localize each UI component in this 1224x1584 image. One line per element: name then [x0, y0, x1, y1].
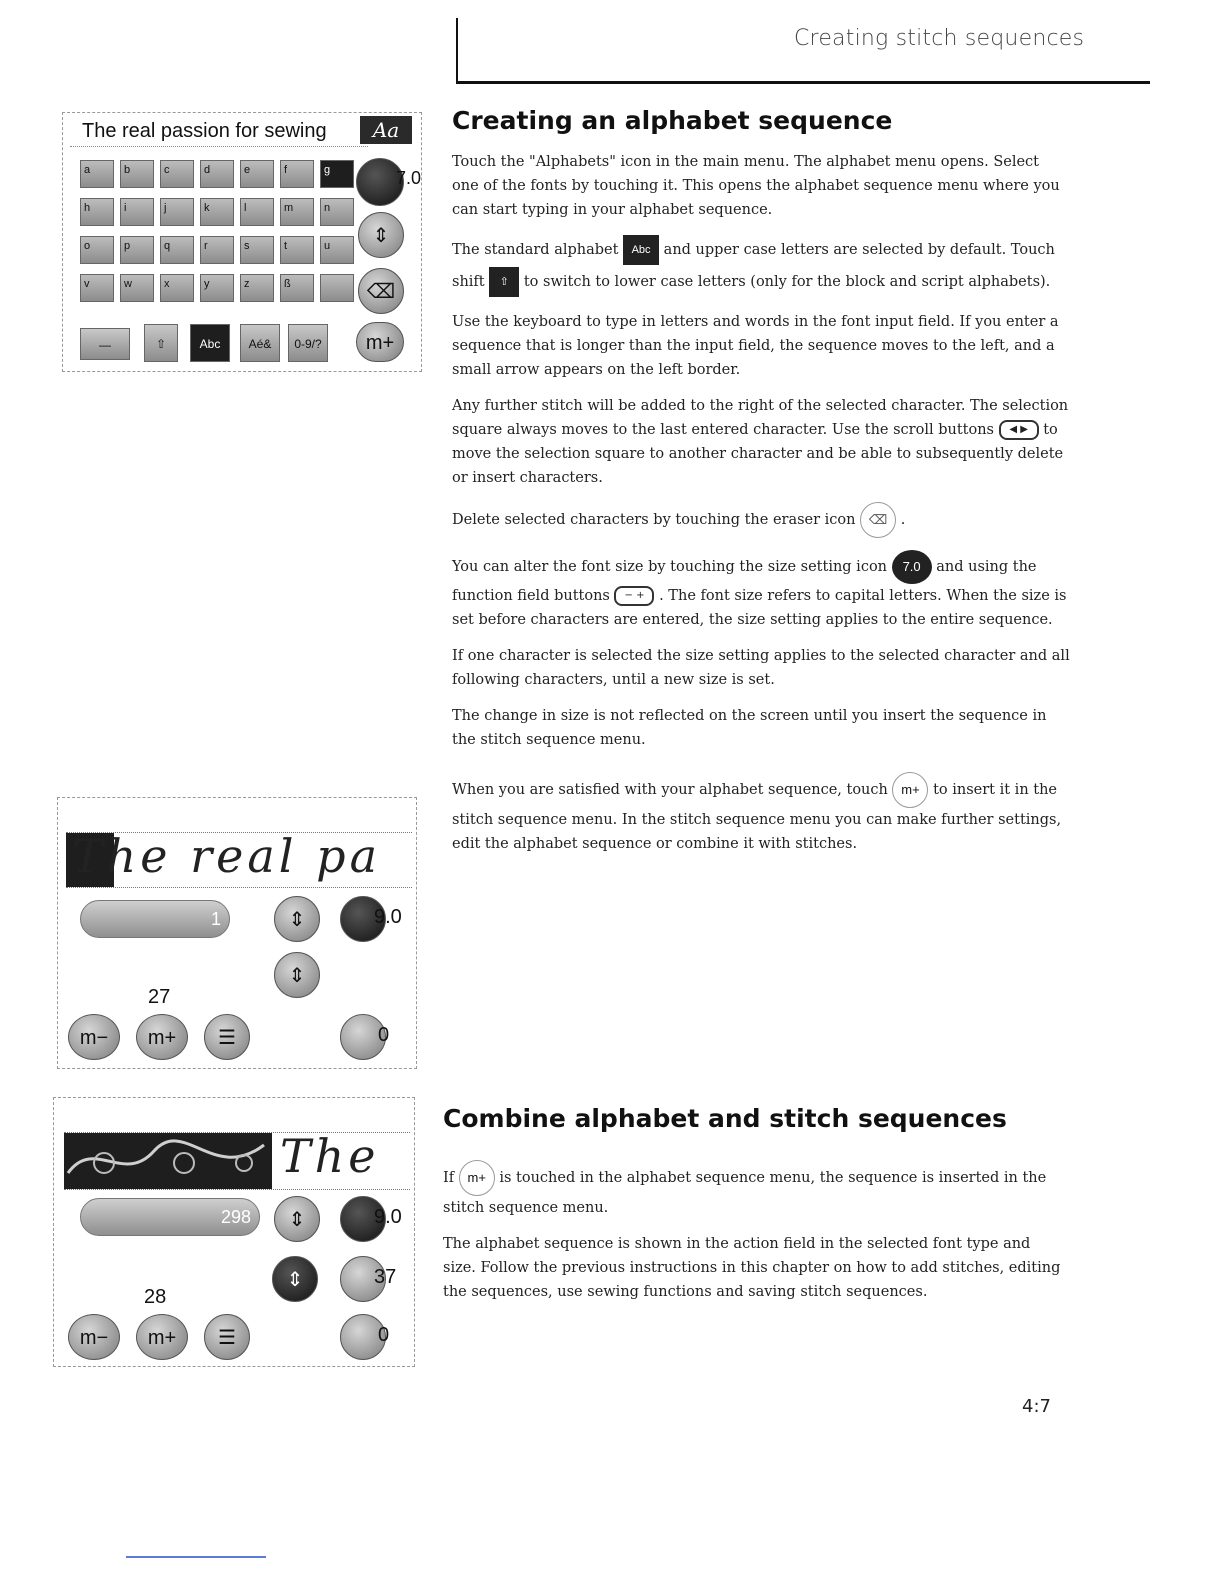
paragraph — [452, 234, 1070, 298]
menu-list-button[interactable]: ☰ — [204, 1314, 250, 1360]
m-plus-icon: m+ — [892, 772, 928, 808]
key[interactable]: q — [160, 236, 194, 264]
keyboard — [80, 160, 354, 302]
key[interactable]: e — [240, 160, 274, 188]
text: The standard alphabet — [452, 242, 619, 258]
font-input-field[interactable]: The real passion for sewing — [70, 116, 368, 147]
key[interactable]: h — [80, 198, 114, 226]
key[interactable]: x — [160, 274, 194, 302]
paragraph: If one character is selected the size setting applies to the selected character and all following characters, until a new size is set. — [452, 648, 1070, 688]
eraser-button[interactable]: ⌫ — [358, 268, 404, 314]
text: is touched in the alphabet sequence menu, the sequence is inserted in the stitch sequence menu. — [443, 1170, 1047, 1216]
text: to switch to lower case letters (only for the block and script alphabets). — [523, 274, 1051, 290]
text: . The font size refers to capital letters. When the size is set before characters are entered, the size setting applies to the entire sequence. — [452, 588, 1067, 628]
menu-list-button[interactable]: ☰ — [204, 1014, 250, 1060]
size-setting-icon: 7.0 — [892, 550, 932, 584]
stitch-width-button[interactable]: ⇕ — [272, 1256, 318, 1302]
paragraph — [452, 550, 1070, 632]
size-value: 9.0 — [374, 906, 402, 928]
shift-key[interactable]: ⇧ — [144, 324, 178, 362]
text: When you are satisfied with your alphabet sequence, touch — [452, 782, 888, 798]
m-plus-button[interactable]: m+ — [356, 322, 404, 362]
m-plus-label: m — [365, 332, 383, 354]
text: . — [900, 512, 906, 528]
stitch-number: 27 — [148, 986, 171, 1008]
m-plus-label: m — [147, 1027, 165, 1049]
key[interactable]: g — [320, 160, 354, 188]
text: Delete selected characters by touching the eraser icon — [452, 512, 856, 528]
page-number: 4:7 — [1022, 1396, 1051, 1417]
header-horizontal-rule — [456, 81, 1150, 84]
key[interactable]: c — [160, 160, 194, 188]
m-minus-button[interactable]: m− — [68, 1014, 120, 1060]
key[interactable]: d — [200, 160, 234, 188]
key[interactable]: l — [240, 198, 274, 226]
footer-accent-line — [126, 1556, 266, 1558]
section2-body — [443, 1160, 1061, 1316]
text: and using the function field buttons — [452, 559, 1037, 604]
action-field — [64, 1132, 410, 1190]
key[interactable] — [320, 274, 354, 302]
m-plus-label: m — [901, 782, 913, 797]
function-field-buttons-icon: − + — [614, 586, 654, 606]
repeat-value: 0 — [378, 1024, 390, 1046]
m-plus-button[interactable]: m+ — [136, 1314, 188, 1360]
key[interactable]: p — [120, 236, 154, 264]
section1-body — [452, 150, 1070, 868]
keyboard-row — [80, 160, 354, 188]
chapter-title: Creating stitch sequences — [794, 26, 1085, 51]
abc-icon: Abc — [623, 235, 659, 265]
m-minus-button[interactable]: m− — [68, 1314, 120, 1360]
repeat-value: 0 — [378, 1324, 390, 1346]
keyboard-row — [80, 198, 354, 226]
key[interactable]: y — [200, 274, 234, 302]
text: You can alter the font size by touching the size setting icon — [452, 559, 888, 575]
text: to insert it in the stitch sequence menu. In the stitch sequence menu you can make further settings, edit the alphabet sequence or combine it with stitches. — [452, 782, 1062, 852]
stitch-counter-field: 1 — [80, 900, 230, 938]
key[interactable]: ß — [280, 274, 314, 302]
paragraph: The change in size is not reflected on the screen until you insert the sequence in the stitch sequence menu. — [452, 708, 1047, 748]
keyboard-row — [80, 274, 354, 302]
stitch-pattern-block — [64, 1133, 272, 1189]
accents-key[interactable]: Aé& — [240, 324, 280, 362]
key[interactable]: w — [120, 274, 154, 302]
size-value: 9.0 — [374, 1206, 402, 1228]
stitch-width-button[interactable]: ⇕ — [274, 952, 320, 998]
key[interactable]: u — [320, 236, 354, 264]
m-plus-label: m — [147, 1327, 165, 1349]
scroll-buttons-icon: ◀ ▶ — [999, 420, 1039, 440]
font-preview-icon[interactable]: Aa — [360, 116, 412, 144]
key[interactable]: a — [80, 160, 114, 188]
abc-key[interactable]: Abc — [190, 324, 230, 362]
key[interactable]: t — [280, 236, 314, 264]
key[interactable]: f — [280, 160, 314, 188]
paragraph — [443, 1160, 1061, 1220]
paragraph: Use the keyboard to type in letters and words in the font input field. If you enter a sequence that is longer than the input field, the sequence moves to the left, and a small arrow appears on the left border. — [452, 314, 1059, 378]
text: and upper case letters are selected by default. Touch shift — [452, 242, 1055, 290]
keyboard-row — [80, 236, 354, 264]
paragraph — [452, 394, 1070, 490]
alphabet-sequence-text: The real pa — [72, 832, 381, 883]
key[interactable]: o — [80, 236, 114, 264]
stitch-number: 28 — [144, 1286, 167, 1308]
needle-position-button[interactable]: ⇕ — [274, 1196, 320, 1242]
key[interactable]: j — [160, 198, 194, 226]
text: If — [443, 1170, 455, 1186]
text: to move the selection square to another character and be able to subsequently delete or insert characters. — [452, 422, 1064, 486]
paragraph: Touch the "Alphabets" icon in the main menu. The alphabet menu opens. Select one of the fonts by touching it. This opens the alphabet sequence menu where you can start typing in your alphabet sequence. — [452, 154, 1060, 218]
paragraph — [452, 502, 1070, 538]
text: Any further stitch will be added to the right of the selected character. The selection square always moves to the last entered character. Use the scroll buttons — [452, 398, 1069, 438]
numbers-key[interactable]: 0-9/? — [288, 324, 328, 362]
key[interactable]: b — [120, 160, 154, 188]
section-heading-combine: Combine alphabet and stitch sequences — [443, 1104, 1007, 1133]
stitch-counter-field: 298 — [80, 1198, 260, 1236]
key[interactable]: i — [120, 198, 154, 226]
paragraph: The alphabet sequence is shown in the action field in the selected font type and size. Follow the previous instructions in this chapter on how to add stitches, editing the sequences, use sewing functions and saving stitch sequences. — [443, 1236, 1061, 1300]
section-heading-alphabet-sequence: Creating an alphabet sequence — [452, 106, 893, 135]
key[interactable]: n — [320, 198, 354, 226]
m-plus-icon: m+ — [459, 1160, 495, 1196]
needle-position-button[interactable]: ⇕ — [358, 212, 404, 258]
length-value: 37 — [374, 1266, 397, 1288]
alphabet-sequence-text: The — [280, 1132, 380, 1183]
decorative-stitch-graphic — [64, 1133, 272, 1189]
needle-position-button[interactable]: ⇕ — [274, 896, 320, 942]
key[interactable]: m — [280, 198, 314, 226]
space-key[interactable]: — — [80, 328, 130, 360]
m-minus-label: m — [79, 1027, 97, 1049]
shift-icon: ⇧ — [489, 267, 519, 297]
paragraph — [452, 772, 1070, 856]
action-field — [66, 832, 412, 888]
key[interactable]: v — [80, 274, 114, 302]
eraser-icon: ⌫ — [860, 502, 896, 538]
m-minus-label: m — [79, 1327, 97, 1349]
m-plus-button[interactable]: m+ — [136, 1014, 188, 1060]
m-plus-label: m — [467, 1170, 479, 1185]
header-vertical-rule — [456, 18, 458, 84]
key[interactable]: z — [240, 274, 274, 302]
key[interactable]: s — [240, 236, 274, 264]
size-value: 7.0 — [396, 168, 422, 188]
key[interactable]: r — [200, 236, 234, 264]
key[interactable]: k — [200, 198, 234, 226]
